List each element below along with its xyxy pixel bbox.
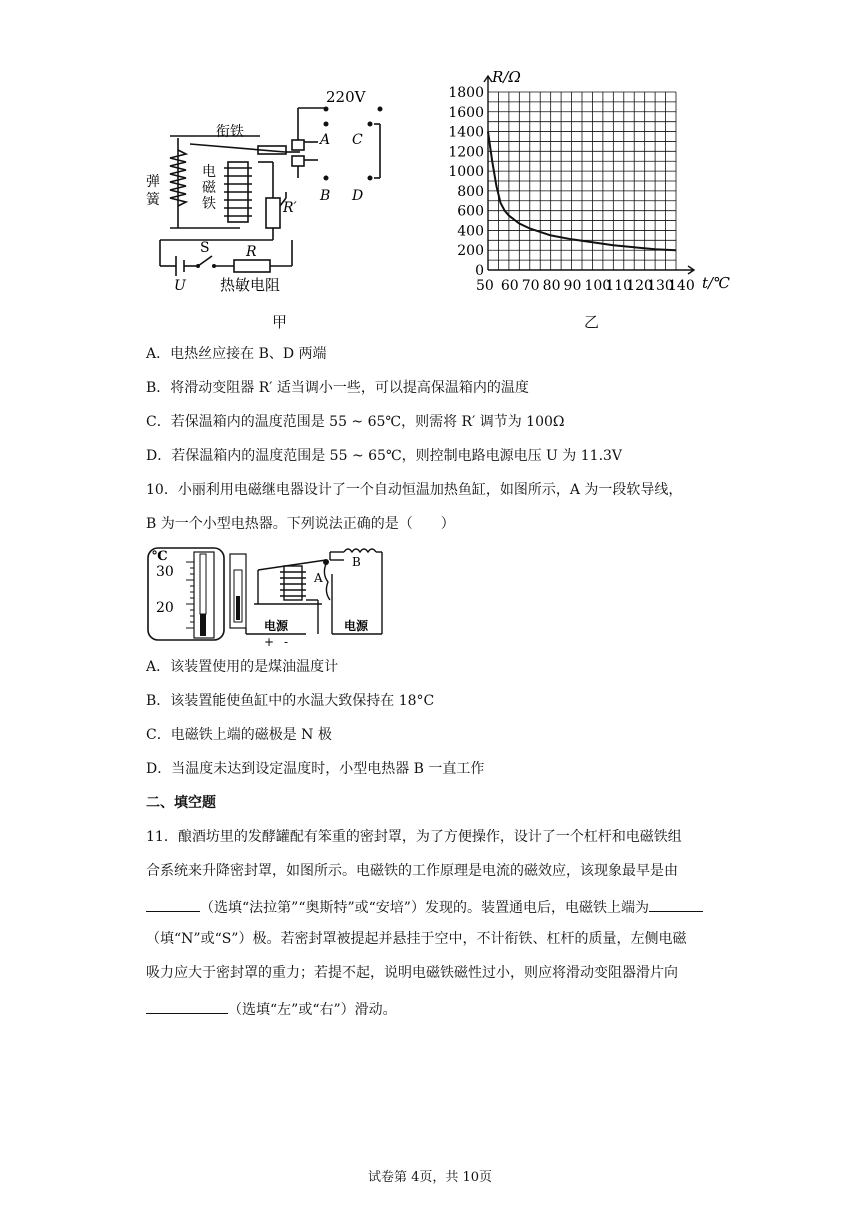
- q10-power-left: 电源: [264, 619, 289, 633]
- voltage-label: 220V: [326, 88, 366, 106]
- q9-option-b: B．将滑动变阻器 R′ 适当调小一些，可以提高保温箱内的温度: [146, 380, 529, 396]
- y-tick-label: 1800: [448, 85, 484, 101]
- contact-a-label: A: [320, 132, 331, 148]
- armature-label: 衔铁: [216, 124, 244, 140]
- q10-plus: +: [264, 635, 275, 648]
- spring-label-2: 簧: [146, 192, 160, 208]
- figure-yi-chart: [440, 62, 740, 302]
- thermistor-label: 热敏电阻: [220, 276, 281, 294]
- x-tick-label: 90: [563, 278, 582, 294]
- contact-d-label: D: [352, 188, 364, 204]
- figure-jia-caption: 甲: [272, 313, 288, 331]
- q10-label-b: B: [352, 555, 361, 569]
- electromagnet-label-2: 磁: [202, 180, 216, 196]
- y-tick-label: 1200: [448, 144, 484, 161]
- x-tick-label: 60: [500, 278, 519, 294]
- y-tick-label: 1400: [448, 124, 484, 141]
- q10-figure: [146, 544, 386, 648]
- figure-yi-caption: 乙: [584, 313, 600, 331]
- switch-label: S: [200, 240, 210, 256]
- q10-tick-20: 20: [156, 600, 174, 616]
- y-axis: [484, 76, 492, 270]
- q9-option-d: D．若保温箱内的温度范围是 55 ~ 65℃，则控制电路电源电压 U 为 11.3V: [146, 448, 623, 464]
- q11-blank-1[interactable]: [146, 895, 200, 912]
- x-tick-label: 110: [605, 278, 633, 294]
- q11-line1: 11．酿酒坊里的发酵罐配有笨重的密封罩，为了方便操作，设计了一个杠杆和电磁铁组: [146, 829, 682, 845]
- y-tick-label: 1600: [448, 104, 484, 121]
- rheostat-label: R′: [283, 200, 297, 216]
- y-tick-label: 0: [475, 263, 484, 279]
- q10-tick-30: 30: [156, 564, 174, 580]
- y-tick-label: 800: [457, 183, 484, 200]
- y-tick-label: 200: [457, 243, 484, 260]
- q10-option-b: B．该装置能使鱼缸中的水温大致保持在 18°C: [146, 693, 435, 709]
- page-footer: 试卷第 4页，共 10页: [367, 1170, 493, 1185]
- q10-option-a: A．该装置使用的是煤油温度计: [146, 659, 339, 675]
- q10-minus: -: [284, 635, 289, 648]
- q11-blank-2[interactable]: [649, 895, 703, 912]
- y-tick-label: 1000: [448, 164, 484, 181]
- x-tick-label: 50: [476, 278, 494, 294]
- source-label: U: [174, 278, 186, 294]
- q11-blank-3[interactable]: [146, 997, 228, 1014]
- x-tick-label: 120: [626, 278, 653, 294]
- q11-line6: （选填“左”或“右”）滑动。: [146, 997, 397, 1020]
- section-title: 二、填空题: [146, 795, 216, 811]
- q11-line5: 吸力应大于密封罩的重力；若提不起，说明电磁铁磁性过小，则应将滑动变阻器滑片向: [146, 965, 678, 981]
- q10-option-c: C．电磁铁上端的磁极是 N 极: [146, 727, 332, 743]
- q11-line4: （填“N”或“S”）极。若密封罩被提起并悬挂于空中，不计衔铁、杠杆的质量，左侧电磁: [146, 931, 687, 947]
- q10-unit-label: ℃: [152, 549, 168, 564]
- x-tick-label: 100: [584, 278, 612, 294]
- q11-line2: 合系统来升降密封罩，如图所示。电磁铁的工作原理是电流的磁效应，该现象最早是由: [146, 863, 678, 879]
- contact-b-label: B: [320, 188, 331, 204]
- y-tick-label: 600: [457, 203, 484, 220]
- q9-option-c: C．若保温箱内的温度范围是 55 ~ 65℃，则需将 R′ 调节为 100Ω: [146, 414, 565, 430]
- x-tick-label: 80: [542, 278, 561, 294]
- contact-c-label: C: [352, 132, 363, 148]
- q10-label-a: A: [314, 571, 323, 585]
- x-tick-label: 70: [521, 278, 540, 294]
- spring-label-1: 弹: [146, 174, 160, 190]
- electromagnet-label-3: 铁: [202, 196, 216, 212]
- figure-jia-circuit: [140, 80, 440, 300]
- y-tick-label: 400: [457, 223, 484, 240]
- q10-power-right: 电源: [344, 619, 369, 633]
- x-tick-label: 140: [668, 278, 695, 294]
- x-axis-label: t/℃: [702, 274, 730, 292]
- x-tick-label: 130: [647, 278, 674, 294]
- q10-stem-line2: B 为一个小型电热器。下列说法正确的是（ ）: [146, 516, 455, 532]
- q10-option-d: D．当温度未达到设定温度时，小型电热器 B 一直工作: [146, 761, 485, 777]
- y-axis-label: R/Ω: [492, 68, 521, 86]
- q10-stem-line1: 10．小丽利用电磁继电器设计了一个自动恒温加热鱼缸，如图所示，A 为一段软导线，: [146, 482, 683, 498]
- q11-line3: （选填“法拉第”“奥斯特”或“安培”）发现的。装置通电后，电磁铁上端为: [146, 895, 703, 918]
- thermistor-symbol: R: [246, 244, 257, 260]
- q9-option-a: A．电热丝应接在 B、D 两端: [146, 346, 327, 362]
- x-axis: [488, 266, 694, 274]
- electromagnet-label-1: 电: [202, 164, 216, 180]
